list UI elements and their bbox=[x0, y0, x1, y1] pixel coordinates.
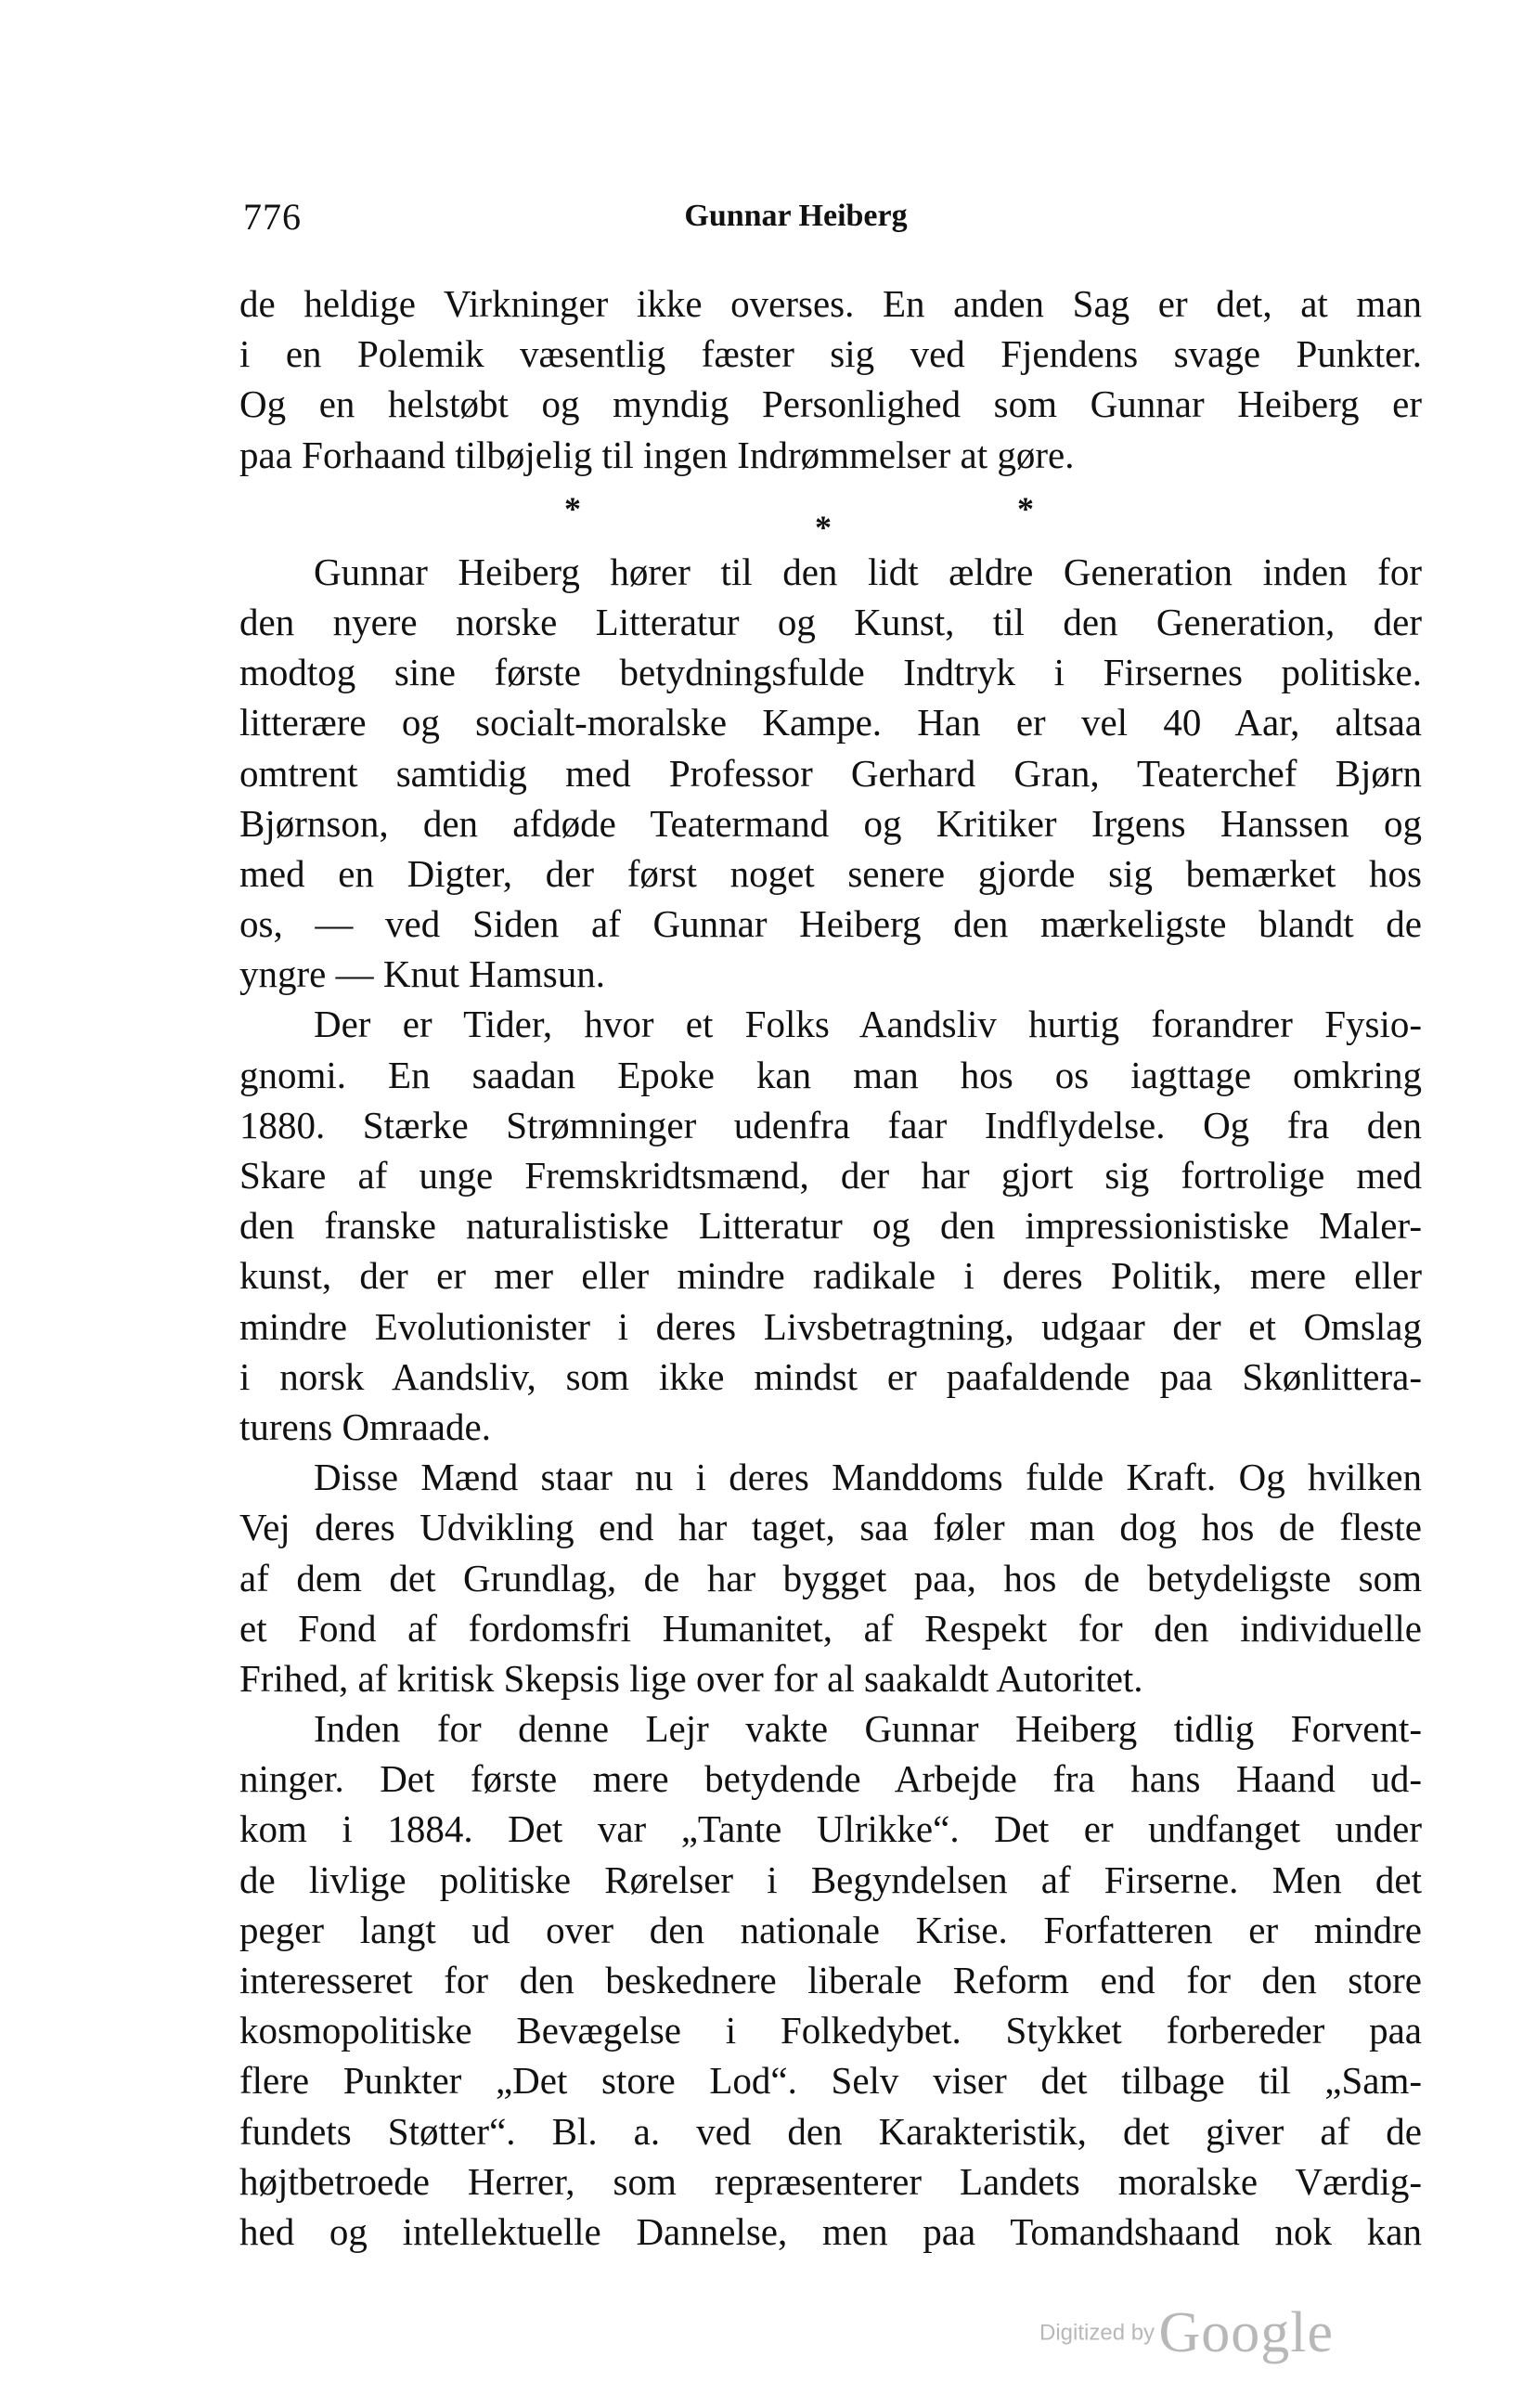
text-line: i norsk Aandsliv, som ikke mindst er paafaldende paa Skønlittera- bbox=[239, 1354, 1422, 1398]
text-line: mindre Evolutionister i deres Livsbetragtning, udgaar der et Omslag bbox=[239, 1304, 1422, 1348]
text-line: gnomi. En saadan Epoke kan man hos os iagttage omkring bbox=[239, 1053, 1422, 1096]
text-line: 1880. Stærke Strømninger udenfra faar Indflydelse. Og fra den bbox=[239, 1103, 1422, 1146]
text-line: af dem det Grundlag, de har bygget paa, hos de betydeligste som bbox=[239, 1556, 1422, 1599]
text-line: modtog sine første betydningsfulde Indtryk i Firsernes politiske. bbox=[239, 651, 1422, 694]
text-line: fundets Støtter“. Bl. a. ved den Karakteristik, det giver af de bbox=[239, 2109, 1422, 2153]
asterisk: * bbox=[564, 489, 581, 527]
watermark-prefix: Digitized by bbox=[1039, 2320, 1155, 2346]
text-line: Skare af unge Fremskridtsmænd, der har gjort sig fortrolige med bbox=[239, 1154, 1422, 1197]
asterisk: * bbox=[815, 508, 832, 546]
text-line: turens Omraade. bbox=[239, 1405, 491, 1448]
text-line: Der er Tider, hvor et Folks Aandsliv hurtig forandrer Fysio- bbox=[314, 1003, 1422, 1046]
text-line: i en Polemik væsentlig fæster sig ved Fjendens svage Punkter. bbox=[239, 332, 1422, 376]
text-line: de heldige Virkninger ikke overses. En anden Sag er det, at man bbox=[239, 282, 1422, 325]
text-line: Bjørnson, den afdøde Teatermand og Kritiker Irgens Hanssen og bbox=[239, 801, 1422, 845]
text-line: ninger. Det første mere betydende Arbejde fra hans Haand ud- bbox=[239, 1757, 1422, 1801]
text-line: et Fond af fordomsfri Humanitet, af Respekt for den individuelle bbox=[239, 1606, 1422, 1650]
section-separator bbox=[239, 480, 1422, 547]
text-line: de livlige politiske Rørelser i Begyndelsen af Firserne. Men det bbox=[239, 1858, 1422, 1901]
paragraph bbox=[239, 547, 1422, 1000]
google-logo: Google bbox=[1158, 2301, 1335, 2364]
paragraph bbox=[239, 999, 1422, 1452]
text-line: højtbetroede Herrer, som repræsenterer Landets moralske Værdig- bbox=[239, 2159, 1422, 2203]
text-line: hed og intellektuelle Dannelse, men paa Tomandshaand nok kan bbox=[239, 2209, 1422, 2253]
paragraph bbox=[239, 1452, 1422, 1703]
text-line: omtrent samtidig med Professor Gerhard Gran, Teaterchef Bjørn bbox=[239, 751, 1422, 795]
body-text bbox=[239, 278, 1422, 2257]
text-line: Frihed, af kritisk Skepsis lige over for al saakaldt Autoritet. bbox=[239, 1656, 1143, 1700]
text-line: peger langt ud over den nationale Krise. Forfatteren er mindre bbox=[239, 1908, 1422, 1951]
text-line: kosmopolitiske Bevægelse i Folkedybet. Stykket forbereder paa bbox=[239, 2009, 1422, 2052]
paragraph bbox=[239, 1703, 1422, 2257]
text-line: yngre — Knut Hamsun. bbox=[239, 952, 606, 996]
text-line: Disse Mænd staar nu i deres Manddoms fulde Kraft. Og hvilken bbox=[314, 1456, 1422, 1499]
digitized-watermark bbox=[1039, 2300, 1334, 2366]
text-line: os, — ved Siden af Gunnar Heiberg den mærkeligste blandt de bbox=[239, 902, 1422, 946]
page-number: 776 bbox=[243, 196, 302, 238]
text-line: interesseret for den beskednere liberale Reform end for den store bbox=[239, 1959, 1422, 2001]
text-line: flere Punkter „Det store Lod“. Selv viser det tilbage til „Sam- bbox=[239, 2059, 1422, 2103]
text-line: kunst, der er mer eller mindre radikale i deres Politik, mere eller bbox=[239, 1254, 1422, 1298]
text-line: Vej deres Udvikling end har taget, saa føler man dog hos de fleste bbox=[239, 1506, 1422, 1549]
text-line: kom i 1884. Det var „Tante Ulrikke“. Det er undfanget under bbox=[239, 1807, 1422, 1851]
text-line: paa Forhaand tilbøjelig til ingen Indrømmelser at gøre. bbox=[239, 433, 1075, 476]
running-head: Gunnar Heiberg bbox=[684, 199, 908, 233]
asterisk: * bbox=[1017, 489, 1034, 527]
text-line: Gunnar Heiberg hører til den lidt ældre Generation inden for bbox=[314, 550, 1422, 593]
text-line: Inden for denne Lejr vakte Gunnar Heiberg tidlig Forvent- bbox=[314, 1707, 1422, 1751]
text-line: med en Digter, der først noget senere gjorde sig bemærket hos bbox=[239, 851, 1422, 895]
text-line: den nyere norske Litteratur og Kunst, til den Generation, der bbox=[239, 600, 1422, 643]
text-line: Og en helstøbt og myndig Personlighed som Gunnar Heiberg er bbox=[239, 382, 1422, 426]
text-line: litterære og socialt-moralske Kampe. Han er vel 40 Aar, altsaa bbox=[239, 701, 1422, 744]
paragraph bbox=[239, 278, 1422, 480]
text-line: den franske naturalistiske Litteratur og den impressionistiske Maler- bbox=[239, 1204, 1422, 1248]
